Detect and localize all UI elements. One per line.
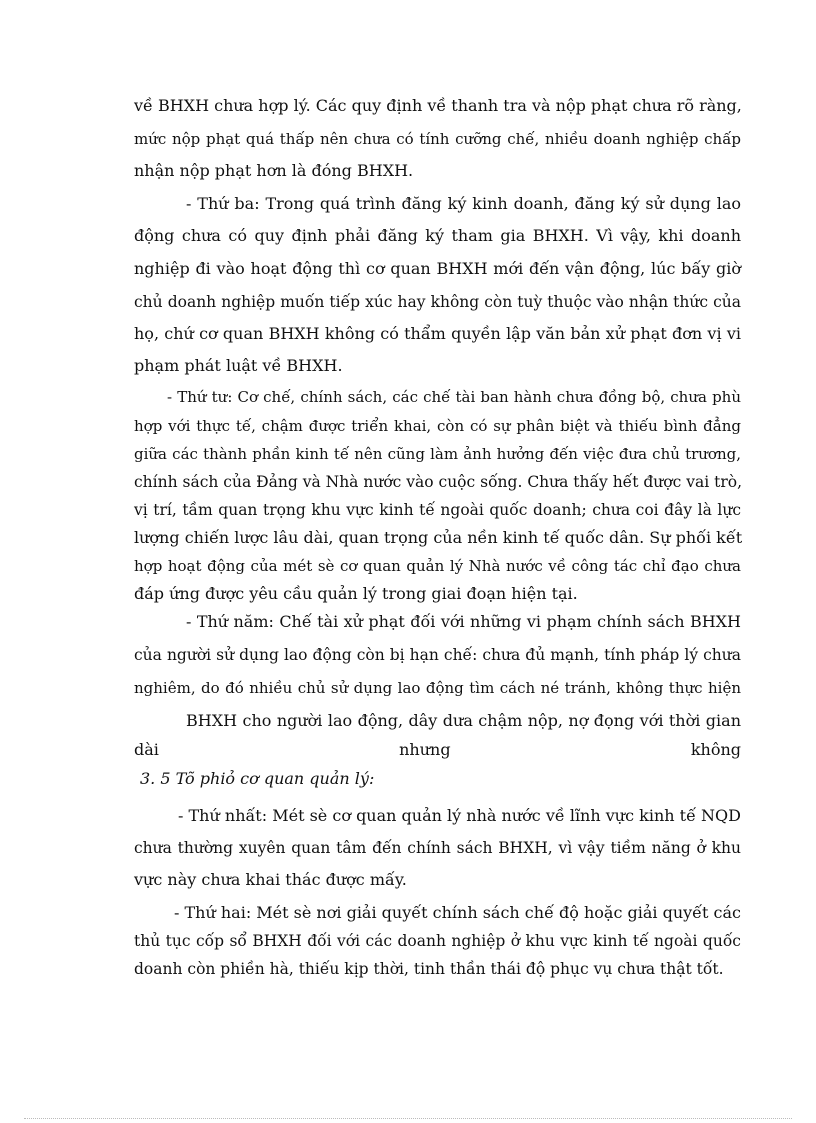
text-line: về BHXH chưa hợp lý. Các quy định về thanh tra và nộp phạt chưa rõ ràng, <box>134 96 742 115</box>
text-line: vực này chưa khai thác được mấy. <box>134 870 407 889</box>
text-line: thủ tục cốp sổ BHXH đối với các doanh nghiệp ở khu vực kinh tế ngoài quốc <box>134 932 741 950</box>
text-line: đáp ứng được yêu cầu quản lý trong giai đoạn hiện tại. <box>134 584 578 603</box>
text-line: hợp với thực tế, chậm được triển khai, còn có sự phân biệt và thiếu bình đẳng <box>134 417 741 435</box>
text-line: BHXH cho người lao động, dây dưa chậm nộp, nợ đọng với thời gian <box>186 711 741 730</box>
text-line: - Thứ tư: Cơ chế, chính sách, các chế tài ban hành chưa đồng bộ, chưa phù <box>167 388 741 406</box>
text-line: - Thứ hai: Mét sè nơi giải quyết chính sách chế độ hoặc giải quyết các <box>174 903 741 922</box>
text-line: họ, chứ cơ quan BHXH không có thẩm quyền lập văn bản xử phạt đơn vị vi <box>134 324 741 343</box>
text-line: dài nhưng không <box>134 740 741 759</box>
text-line: - Thứ nhất: Mét sè cơ quan quản lý nhà nước về lĩnh vực kinh tế NQD <box>178 806 741 825</box>
text-line: nghiệp đi vào hoạt động thì cơ quan BHXH mới đến vận động, lúc bấy giờ <box>134 259 741 278</box>
section-heading: 3. 5 Tõ phiỏ cơ quan quản lý: <box>140 769 375 788</box>
text-line: chủ doanh nghiệp muốn tiếp xúc hay không còn tuỳ thuộc vào nhận thức của <box>134 293 741 311</box>
text-line: hợp hoạt động của mét sè cơ quan quản lý Nhà nước về công tác chỉ đạo chưa <box>134 557 741 575</box>
text-line: doanh còn phiền hà, thiếu kịp thời, tinh thần thái độ phục vụ chưa thật tốt. <box>134 960 724 978</box>
text-line: chính sách của Đảng và Nhà nước vào cuộc sống. Chưa thấy hết được vai trò, <box>134 473 742 491</box>
text-line: phạm phát luật về BHXH. <box>134 356 343 375</box>
text-line: nghiêm, do đó nhiều chủ sử dụng lao động tìm cách né tránh, không thực hiện <box>134 679 741 697</box>
text-line: lượng chiến lược lâu dài, quan trọng của nền kinh tế quốc dân. Sự phối kết <box>134 528 743 547</box>
text-line: chưa thường xuyên quan tâm đến chính sách BHXH, vì vậy tiềm năng ở khu <box>134 839 741 857</box>
text-line: - Thứ năm: Chế tài xử phạt đối với những vi phạm chính sách BHXH <box>186 612 741 631</box>
text-line: nhận nộp phạt hơn là đóng BHXH. <box>134 161 414 180</box>
text-line: giữa các thành phần kinh tế nên cũng làm ảnh hưởng đến việc đưa chủ trương, <box>134 445 741 463</box>
text-line: của người sử dụng lao động còn bị hạn chế: chưa đủ mạnh, tính pháp lý chưa <box>134 646 741 664</box>
text-line: mức nộp phạt quá thấp nên chưa có tính cưỡng chế, nhiều doanh nghiệp chấp <box>134 130 741 148</box>
text-line: - Thứ ba: Trong quá trình đăng ký kinh doanh, đăng ký sử dụng lao <box>186 194 741 213</box>
text-line: vị trí, tầm quan trọng khu vực kinh tế ngoài quốc doanh; chưa coi đây là lực <box>134 501 741 519</box>
text-line: động chưa có quy định phải đăng ký tham gia BHXH. Vì vậy, khi doanh <box>134 226 741 245</box>
page-bottom-divider <box>24 1118 792 1119</box>
